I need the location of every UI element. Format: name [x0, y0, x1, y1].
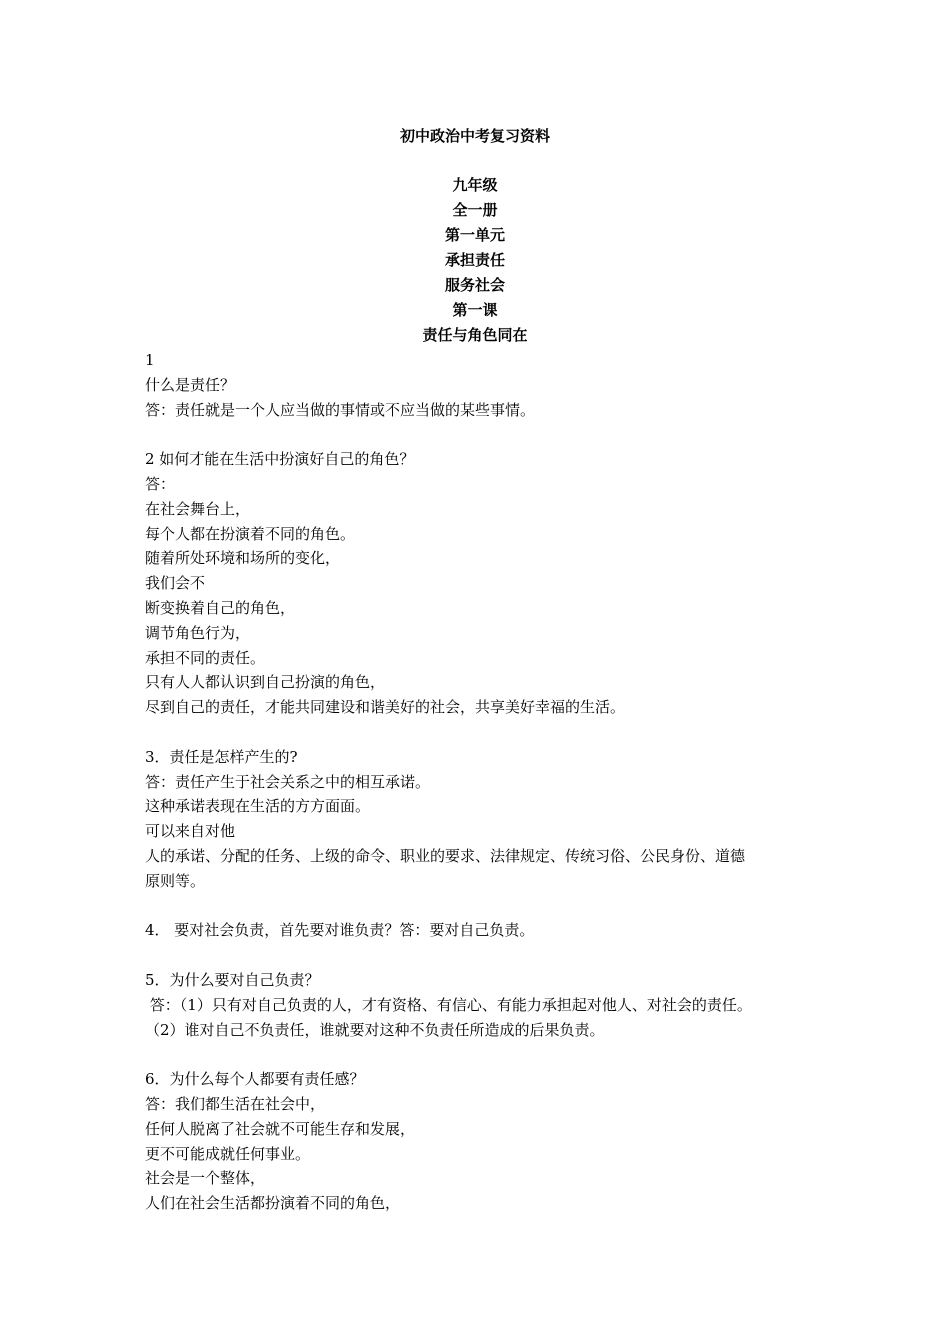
- section-heading: 第一课: [452, 301, 498, 319]
- paragraph-spacer: [145, 894, 810, 919]
- text-line: 只有人人都认识到自己扮演的角色，: [145, 673, 386, 692]
- paragraph-spacer: [145, 422, 810, 447]
- text-line: 答：责任就是一个人应当做的事情或不应当做的某些事情。: [145, 400, 536, 419]
- text-line: 答：（1）只有对自己负责的人，才有资格、有信心、有能力承担起对他人、对社会的责任。: [145, 995, 752, 1014]
- text-line: 什么是责任？: [145, 375, 236, 394]
- text-line: 6．为什么每个人都要有责任感？: [145, 1070, 365, 1089]
- text-line: （2）谁对自己不负责任，谁就要对这种不负责任所造成的后果负责。: [145, 1020, 605, 1039]
- text-line: 答：责任产生于社会关系之中的相互承诺。: [145, 772, 431, 791]
- text-line: 随着所处环境和场所的变化，: [145, 549, 341, 568]
- text-line: 尽到自己的责任，才能共同建设和谐美好的社会，共享美好幸福的生活。: [145, 698, 626, 717]
- text-line: 我们会不: [145, 574, 206, 593]
- text-line: 更不可能成就任何事业。: [145, 1144, 311, 1163]
- paragraph-spacer: [145, 1042, 810, 1067]
- text-line: 答：: [145, 474, 176, 493]
- text-line: 1: [145, 351, 155, 369]
- text-line: 断变换着自己的角色，: [145, 598, 296, 617]
- document-body: [145, 124, 810, 1216]
- text-line: 原则等。: [145, 871, 206, 890]
- section-heading: 九年级: [452, 176, 498, 194]
- body-text: [145, 348, 810, 1216]
- text-line: 任何人脱离了社会就不可能生存和发展，: [145, 1119, 416, 1138]
- text-line: 这种承诺表现在生活的方方面面。: [145, 797, 371, 816]
- text-line: 调节角色行为，: [145, 623, 251, 642]
- document-title: 初中政治中考复习资料: [399, 127, 550, 145]
- paragraph-spacer: [145, 720, 810, 745]
- section-heading: 第一单元: [444, 226, 505, 244]
- paragraph-spacer: [145, 943, 810, 968]
- text-line: 社会是一个整体，: [145, 1169, 266, 1188]
- text-line: 人们在社会生活都扮演着不同的角色，: [145, 1194, 401, 1213]
- text-line: 在社会舞台上，: [145, 499, 251, 518]
- title-spacer: [145, 149, 810, 173]
- section-heading: 责任与角色同在: [422, 326, 528, 344]
- section-heading: 服务社会: [444, 276, 505, 294]
- section-heading: 全一册: [452, 201, 498, 219]
- text-line: 2 如何才能在生活中扮演好自己的角色？: [145, 450, 415, 469]
- heading-block: [145, 173, 810, 348]
- text-line: 可以来自对他: [145, 822, 236, 841]
- text-line: 答：我们都生活在社会中，: [145, 1094, 326, 1113]
- section-heading: 承担责任: [444, 251, 505, 269]
- text-line: 4． 要对社会负责，首先要对谁负责？答：要对自己负责。: [145, 921, 535, 940]
- text-line: 承担不同的责任。: [145, 648, 266, 667]
- text-line: 每个人都在扮演着不同的角色。: [145, 524, 356, 543]
- text-line: 3．责任是怎样产生的?: [145, 747, 298, 766]
- text-line: 人的承诺、分配的任务、上级的命令、职业的要求、法律规定、传统习俗、公民身份、道德: [145, 846, 746, 865]
- text-line: 5．为什么要对自己负责？: [145, 970, 320, 989]
